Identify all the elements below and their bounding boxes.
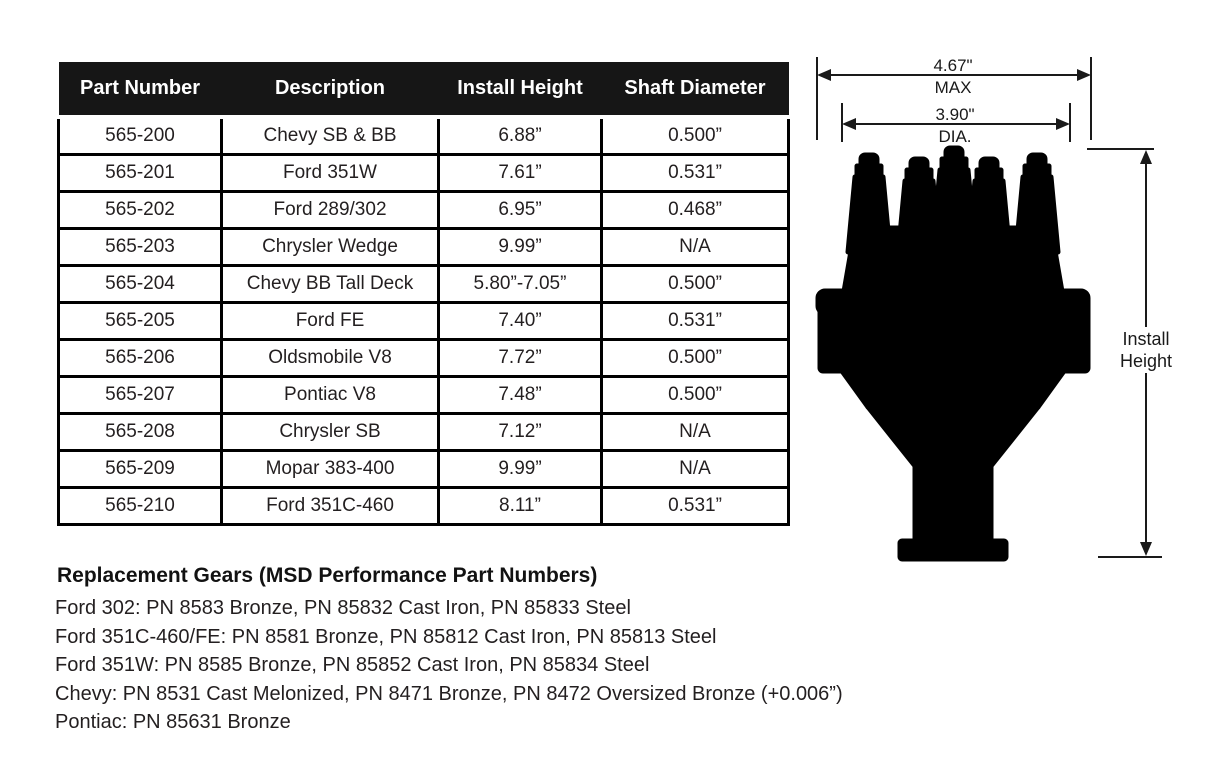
cell-shaft-diameter: N/A (602, 229, 789, 266)
housing-taper (868, 407, 1038, 466)
cell-install-height: 9.99” (439, 451, 602, 488)
table-row (59, 117, 789, 155)
parts-table (57, 62, 790, 526)
cell-part-number: 565-200 (59, 117, 222, 155)
col-header-part-number: Part Number (59, 62, 222, 117)
parts-table-body (59, 117, 789, 525)
cell-description: Ford FE (222, 303, 439, 340)
max-width-label: MAX (934, 78, 972, 97)
cell-part-number: 565-209 (59, 451, 222, 488)
cell-description: Mopar 383-400 (222, 451, 439, 488)
table-row (59, 414, 789, 451)
cell-part-number: 565-201 (59, 155, 222, 192)
cell-shaft-diameter: 0.531” (602, 488, 789, 525)
housing-flange (820, 301, 1088, 371)
install-height-label-line2: Height (1119, 351, 1173, 371)
cell-part-number: 565-208 (59, 414, 222, 451)
cell-shaft-diameter: 0.500” (602, 377, 789, 414)
cell-part-number: 565-203 (59, 229, 222, 266)
table-row (59, 488, 789, 525)
cap-diameter-value: 3.90" (935, 105, 975, 124)
table-row (59, 266, 789, 303)
cell-shaft-diameter: 0.500” (602, 266, 789, 303)
parts-table-header (59, 62, 789, 117)
cell-install-height: 7.61” (439, 155, 602, 192)
table-row (59, 229, 789, 266)
cap-diameter-label: DIA. (938, 127, 972, 146)
cell-part-number: 565-202 (59, 192, 222, 229)
cell-description: Chrysler Wedge (222, 229, 439, 266)
cell-description: Oldsmobile V8 (222, 340, 439, 377)
table-row (59, 377, 789, 414)
cell-install-height: 9.99” (439, 229, 602, 266)
gear-line-pontiac: Pontiac: PN 85631 Bronze (55, 711, 291, 733)
cap-body (842, 228, 1064, 303)
cell-shaft-diameter: 0.531” (602, 303, 789, 340)
housing-shoulder (842, 371, 1064, 407)
table-row (59, 155, 789, 192)
cell-part-number: 565-204 (59, 266, 222, 303)
table-row (59, 451, 789, 488)
cell-install-height: 5.80”-7.05” (439, 266, 602, 303)
shaft (915, 465, 991, 543)
cell-part-number: 565-205 (59, 303, 222, 340)
gear-line-chevy: Chevy: PN 8531 Cast Melonized, PN 8471 Bronze, PN 8472 Oversized Bronze (+0.006”) (55, 682, 843, 705)
cell-shaft-diameter: N/A (602, 451, 789, 488)
cell-shaft-diameter: N/A (602, 414, 789, 451)
cell-shaft-diameter: 0.531” (602, 155, 789, 192)
cell-install-height: 7.48” (439, 377, 602, 414)
cell-shaft-diameter: 0.500” (602, 117, 789, 155)
gear-line-ford-302: Ford 302: PN 8583 Bronze, PN 85832 Cast Iron, PN 85833 Steel (55, 597, 631, 619)
cell-part-number: 565-206 (59, 340, 222, 377)
gear-collar (900, 541, 1006, 559)
cell-description: Ford 289/302 (222, 192, 439, 229)
install-height-dimension (1087, 149, 1178, 557)
cap-diameter-dimension (842, 103, 1070, 146)
max-width-value: 4.67" (933, 56, 973, 75)
table-row (59, 192, 789, 229)
col-header-install-height: Install Height (439, 62, 602, 117)
cell-part-number: 565-207 (59, 377, 222, 414)
table-row (59, 303, 789, 340)
replacement-gears-section (55, 563, 955, 737)
col-header-shaft-diameter: Shaft Diameter (602, 62, 789, 117)
replacement-gears-heading: Replacement Gears (MSD Performance Part Numbers) (57, 564, 598, 587)
cell-install-height: 6.88” (439, 117, 602, 155)
cell-description: Chevy BB Tall Deck (222, 266, 439, 303)
cell-description: Pontiac V8 (222, 377, 439, 414)
install-height-label-line1: Install (1122, 329, 1170, 349)
cell-part-number: 565-210 (59, 488, 222, 525)
cell-shaft-diameter: 0.500” (602, 340, 789, 377)
distributor-diagram (810, 45, 1214, 565)
cell-shaft-diameter: 0.468” (602, 192, 789, 229)
cell-install-height: 7.72” (439, 340, 602, 377)
table-row (59, 340, 789, 377)
cell-install-height: 7.40” (439, 303, 602, 340)
cell-install-height: 7.12” (439, 414, 602, 451)
gear-line-ford-351w: Ford 351W: PN 8585 Bronze, PN 85852 Cast Iron, PN 85834 Steel (55, 654, 650, 676)
cell-description: Ford 351C-460 (222, 488, 439, 525)
cell-description: Chevy SB & BB (222, 117, 439, 155)
cell-install-height: 6.95” (439, 192, 602, 229)
cell-description: Ford 351W (222, 155, 439, 192)
col-header-description: Description (222, 62, 439, 117)
cell-description: Chrysler SB (222, 414, 439, 451)
cell-install-height: 8.11” (439, 488, 602, 525)
gear-line-ford-351c: Ford 351C-460/FE: PN 8581 Bronze, PN 85812 Cast Iron, PN 85813 Steel (55, 625, 717, 648)
distributor-silhouette-icon (818, 148, 1088, 559)
